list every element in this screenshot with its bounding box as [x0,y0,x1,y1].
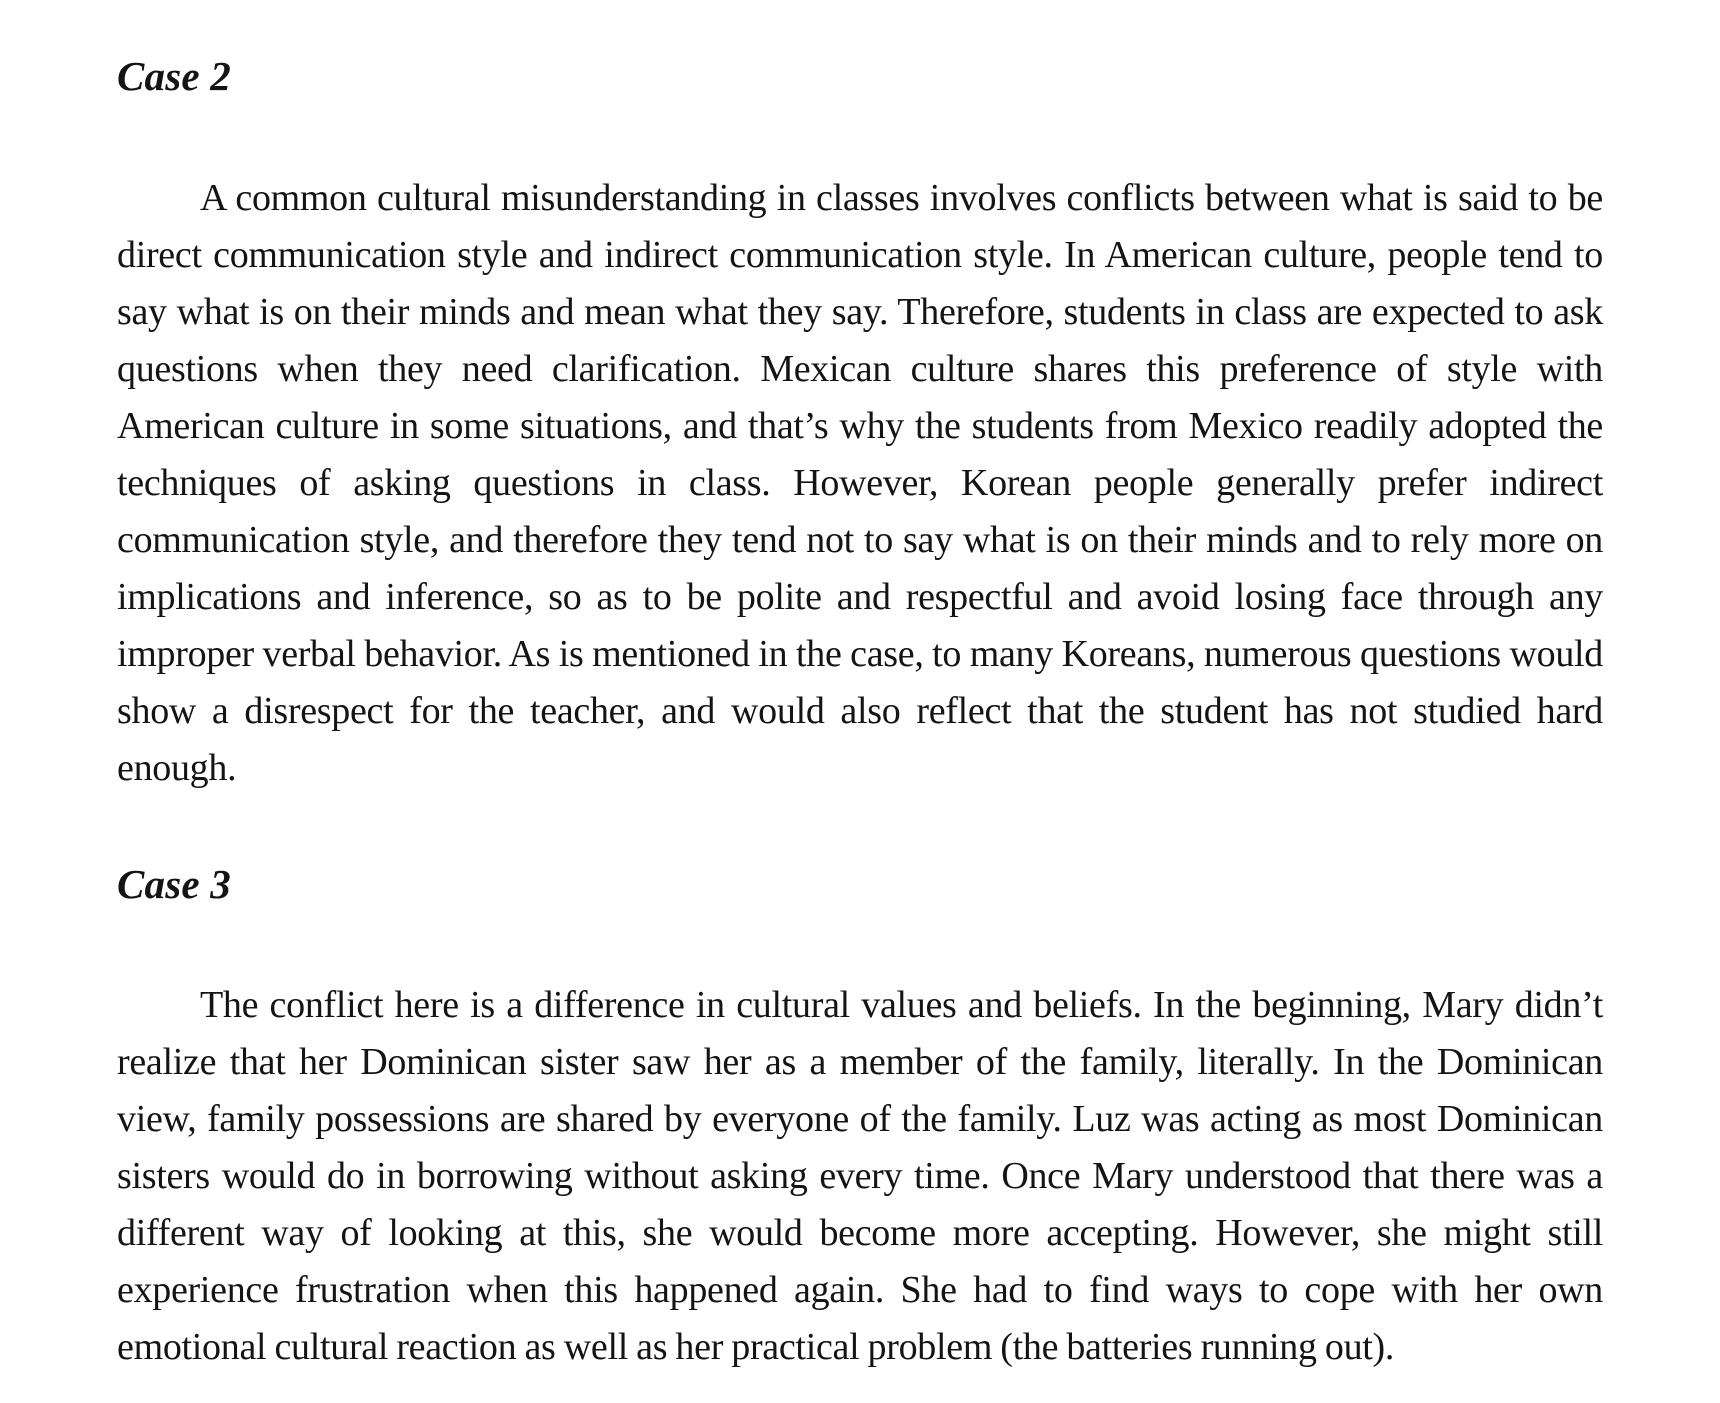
case-3-heading: Case 3 [117,861,231,907]
case-2-paragraph: A common cultural misunderstanding in classes involves conflicts between what is said to be direct communication style and indirect communication style. In American culture, people tend to say what is on their minds and mean what they say. Therefore, students in class are expected to ask questions when they need clarification. Mexican culture shares this preference of style with American culture in some situations, and that’s why the students from Mexico readily adopted the techniques of asking questions in class. However, Korean people generally prefer indirect communication style, and therefore they tend not to say what is on their minds and to rely more on implications and inference, so as to be polite and respectful and avoid losing face through any improper verbal behavior. As is mentioned in the case, to many Koreans, numerous questions would show a disrespect for the teacher, and would also reflect that the student has not studied hard enough. [117,177,1603,789]
case-3-paragraph: The conflict here is a difference in cultural values and beliefs. In the beginning, Mary didn’t realize that her Dominican sister saw her as a member of the family, literally. In the Dominican view, family possessions are shared by everyone of the family. Luz was acting as most Dominican sisters would do in borrowing without asking every time. Once Mary understood that there was a different way of looking at this, she would become more accepting. However, she might still experience frustration when this happened again. She had to find ways to cope with her own emotional cultural reaction as well as her practical problem (the batteries running out). [117,984,1603,1368]
case-2-heading: Case 2 [117,53,231,99]
